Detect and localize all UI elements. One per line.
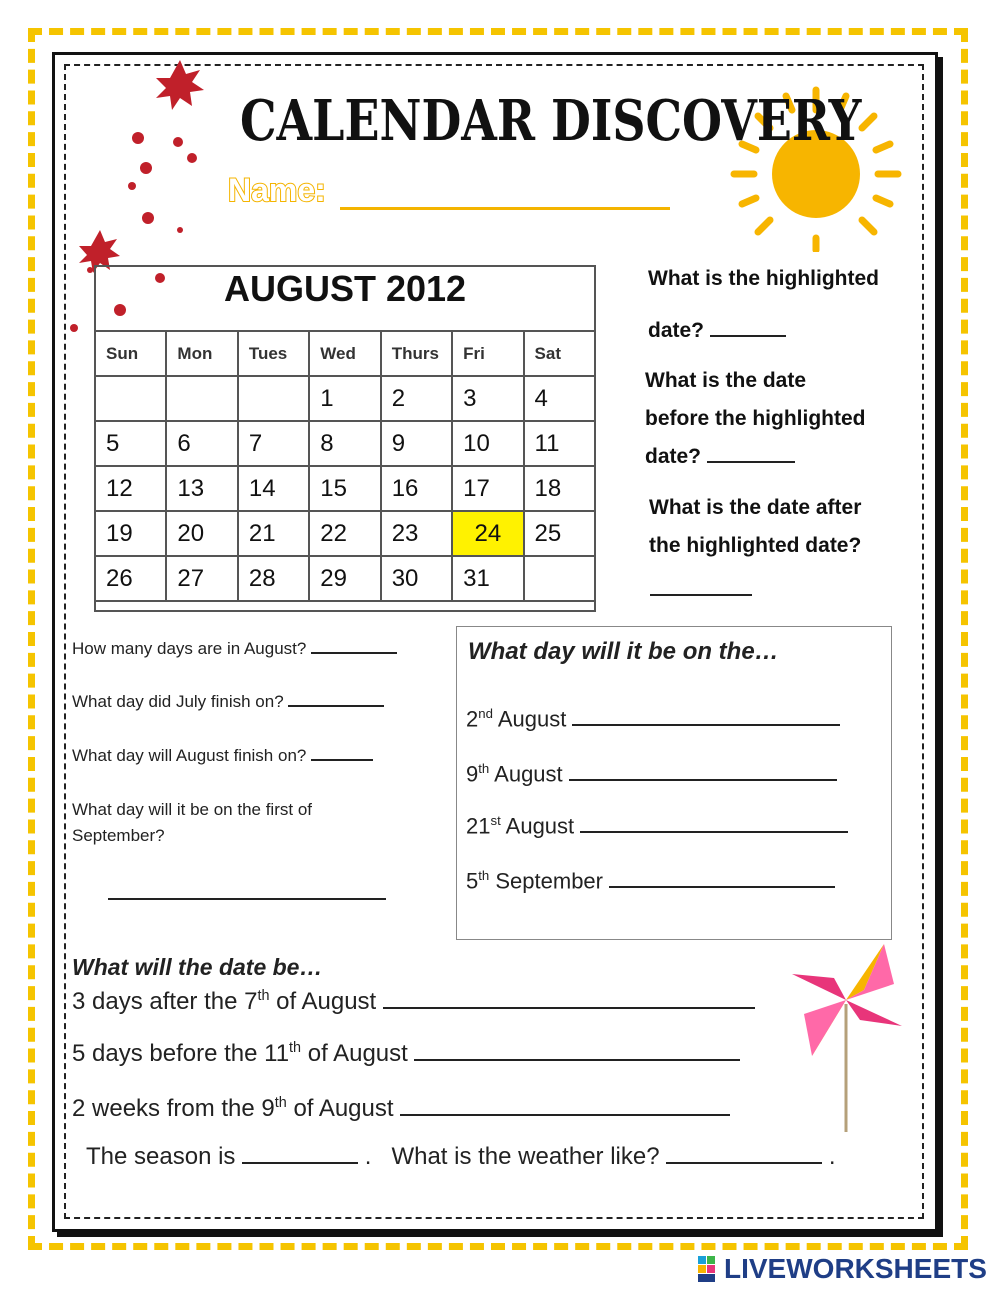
calendar-day-cell: 2 (381, 376, 452, 421)
question-date-before (645, 362, 866, 476)
calendar-grid (94, 330, 596, 602)
answer-line[interactable] (569, 779, 837, 781)
calendar-day-cell: 10 (452, 421, 523, 466)
day-item (466, 761, 837, 787)
question-text: What day will it be on the first of (72, 800, 312, 819)
weekday-label: Sun (95, 331, 166, 376)
liveworksheets-logo-icon (698, 1256, 724, 1284)
answer-line[interactable] (108, 898, 386, 900)
calendar-day-cell (524, 556, 595, 601)
question-text: date? (648, 319, 705, 342)
day-item-month: August (497, 706, 567, 732)
weekday-label: Tues (238, 331, 309, 376)
day-item-number: 21 (466, 813, 491, 839)
question-text: before the highlighted (645, 407, 866, 430)
answer-line[interactable] (572, 724, 840, 726)
question-august-finish (72, 743, 373, 769)
calendar-day-cell: 3 (452, 376, 523, 421)
answer-line[interactable] (580, 831, 848, 833)
day-item-number: 2 (466, 706, 479, 732)
calendar-day-cell: 4 (524, 376, 595, 421)
day-item-month: August (505, 813, 575, 839)
question-text: What is the highlighted (648, 267, 879, 290)
calendar-day-cell: 21 (238, 511, 309, 556)
calendar-day-cell: 25 (524, 511, 595, 556)
calendar-day-cell (166, 376, 237, 421)
flower-icon (156, 60, 204, 110)
question-text: What is the date (645, 369, 807, 392)
calendar-day-cell (95, 376, 166, 421)
pinwheel-icon (792, 944, 908, 1134)
calendar-day-cell: 31 (452, 556, 523, 601)
answer-line[interactable] (666, 1162, 822, 1164)
calendar-day-cell: 27 (166, 556, 237, 601)
day-box-heading: What day will it be on the… (468, 638, 779, 665)
calendar-day-cell (238, 376, 309, 421)
question-date-after (649, 489, 861, 565)
day-item-month: September (495, 868, 603, 894)
day-item-suffix: th (478, 868, 490, 883)
answer-line[interactable] (609, 886, 835, 888)
question-text: of August (276, 988, 377, 1015)
question-text: 2 weeks from the 9 (72, 1095, 275, 1122)
question-text: 5 days before the 11 (72, 1040, 290, 1067)
calendar-day-cell: 16 (381, 466, 452, 511)
date-section-heading: What will the date be… (72, 954, 323, 980)
weekday-label: Fri (452, 331, 523, 376)
calendar-day-cell: 22 (309, 511, 380, 556)
calendar-day-cell: 11 (524, 421, 595, 466)
calendar-week-row (95, 556, 595, 601)
calendar-day-cell: 8 (309, 421, 380, 466)
answer-line[interactable] (400, 1114, 730, 1116)
season-question: The season is . What is the weather like? . (86, 1143, 836, 1170)
question-days-in-august (72, 636, 397, 662)
date-question (72, 1095, 730, 1123)
day-item-suffix: st (490, 813, 501, 828)
calendar-week-row (95, 511, 595, 556)
day-item-month: August (494, 761, 563, 787)
calendar-day-cell: 9 (381, 421, 452, 466)
calendar-week-row (95, 376, 595, 421)
weekday-label: Thurs (381, 331, 452, 376)
calendar-day-cell: 23 (381, 511, 452, 556)
calendar-weekday-row (95, 331, 595, 376)
calendar-day-cell: 6 (166, 421, 237, 466)
question-text: date? (645, 445, 702, 468)
name-label: Name: (228, 172, 326, 208)
question-text: The season is (86, 1143, 236, 1170)
calendar-day-cell: 30 (381, 556, 452, 601)
brand-name: LIVEWORKSHEETS (724, 1253, 987, 1284)
day-item-number: 5 (466, 868, 479, 894)
calendar-day-cell: 29 (309, 556, 380, 601)
answer-line[interactable] (650, 594, 752, 596)
answer-line[interactable] (710, 335, 786, 337)
day-item (466, 868, 835, 894)
day-item (466, 706, 840, 732)
question-text: What is the date after (649, 496, 862, 519)
date-question (72, 1040, 740, 1068)
date-question (72, 988, 755, 1016)
question-text: What is the weather like? (391, 1143, 660, 1170)
calendar-day-cell: 19 (95, 511, 166, 556)
calendar-day-cell: 17 (452, 466, 523, 511)
day-item-number: 9 (466, 761, 479, 787)
ordinal-suffix: th (274, 1095, 287, 1111)
answer-line[interactable] (242, 1162, 358, 1164)
name-input-line[interactable] (340, 207, 670, 210)
weekday-label: Sat (524, 331, 595, 376)
calendar-week-row (95, 466, 595, 511)
highlighted-date-cell: 24 (452, 511, 523, 556)
question-text: of August (307, 1040, 408, 1067)
calendar-day-cell: 1 (309, 376, 380, 421)
question-text: How many days are in August? (72, 639, 307, 658)
question-text: of August (293, 1095, 394, 1122)
calendar-day-cell: 5 (95, 421, 166, 466)
question-text: 3 days after the 7 (72, 988, 258, 1015)
calendar-day-cell: 12 (95, 466, 166, 511)
calendar-week-row (95, 421, 595, 466)
answer-line[interactable] (311, 652, 397, 654)
question-text: the highlighted date? (649, 534, 862, 557)
calendar-day-cell: 26 (95, 556, 166, 601)
day-item-suffix: nd (478, 706, 493, 721)
calendar-day-cell: 20 (166, 511, 237, 556)
calendar-title: AUGUST 2012 (223, 268, 467, 309)
calendar-day-cell: 7 (238, 421, 309, 466)
day-item (466, 813, 848, 839)
answer-line[interactable] (311, 759, 373, 761)
question-july-finish (72, 689, 384, 715)
question-first-september (72, 797, 312, 849)
calendar-day-cell: 13 (166, 466, 237, 511)
ordinal-suffix: th (289, 1040, 302, 1056)
weekday-label: Mon (166, 331, 237, 376)
question-highlighted-date (648, 260, 879, 350)
calendar-day-cell: 28 (238, 556, 309, 601)
question-text: What day will August finish on? (72, 746, 307, 765)
answer-line[interactable] (707, 461, 795, 463)
question-text: September? (72, 826, 165, 845)
calendar-day-cell: 14 (238, 466, 309, 511)
question-text: What day did July finish on? (72, 692, 284, 711)
worksheet-title: CALENDAR DISCOVERY (240, 88, 862, 154)
ordinal-suffix: th (257, 988, 270, 1004)
day-item-suffix: th (478, 761, 490, 776)
calendar-day-cell: 18 (524, 466, 595, 511)
answer-line[interactable] (383, 1007, 755, 1009)
weekday-label: Wed (309, 331, 380, 376)
calendar-day-cell: 15 (309, 466, 380, 511)
answer-line[interactable] (414, 1059, 740, 1061)
answer-line[interactable] (288, 705, 384, 707)
